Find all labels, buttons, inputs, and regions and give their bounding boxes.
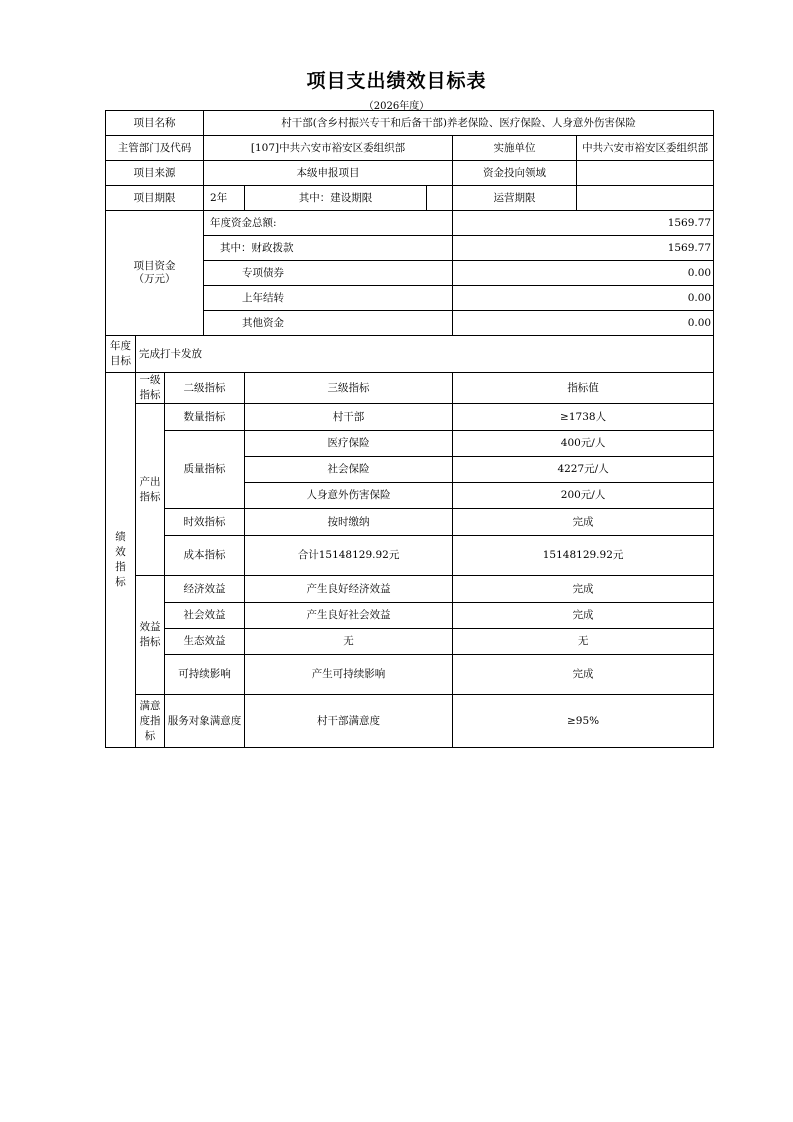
- indicator-value: ≥1738人: [453, 404, 714, 431]
- annual-goal-label: 年度目标: [106, 336, 136, 373]
- quality-label: 质量指标: [165, 431, 245, 509]
- indicator-name: 按时缴纳: [245, 509, 453, 536]
- header-level1: 一级指标: [136, 373, 165, 404]
- funds-row-label: 年度资金总额:: [204, 211, 453, 236]
- funds-row-label: 上年结转: [204, 286, 453, 311]
- funds-label: 项目资金: [133, 260, 176, 272]
- benefit-label: 效益指标: [136, 576, 165, 695]
- invest-label: 资金投向领域: [453, 161, 577, 186]
- dept-label: 主管部门及代码: [106, 136, 204, 161]
- page-title: 项目支出绩效目标表: [306, 70, 487, 92]
- indicator-name: 无: [245, 629, 453, 655]
- funds-row-label: 其中：财政拨款: [204, 236, 453, 261]
- impl-value: 中共六安市裕安区委组织部: [577, 136, 714, 161]
- timeliness-label: 时效指标: [165, 509, 245, 536]
- eco-label: 生态效益: [165, 629, 245, 655]
- indicator-value: 完成: [453, 655, 714, 695]
- indicator-name: 产生良好经济效益: [245, 576, 453, 603]
- source-value: 本级申报项目: [204, 161, 453, 186]
- funds-row-value: 0.00: [453, 261, 714, 286]
- funds-row-label: 其他资金: [204, 311, 453, 336]
- indicator-name: 村干部满意度: [245, 695, 453, 748]
- indicator-value: 200元/人: [453, 483, 714, 509]
- indicator-name: 产生可持续影响: [245, 655, 453, 695]
- funds-row-value: 0.00: [453, 286, 714, 311]
- social-label: 社会效益: [165, 603, 245, 629]
- indicator-value: 完成: [453, 603, 714, 629]
- build-value: [427, 186, 453, 211]
- indicator-value: 400元/人: [453, 431, 714, 457]
- indicator-value: 完成: [453, 509, 714, 536]
- funds-row-value: 0.00: [453, 311, 714, 336]
- funds-unit: （万元）: [133, 273, 176, 285]
- sustain-label: 可持续影响: [165, 655, 245, 695]
- indicator-name: 社会保险: [245, 457, 453, 483]
- indicator-name: 产生良好社会效益: [245, 603, 453, 629]
- indicator-value: ≥95%: [453, 695, 714, 748]
- indicator-name: 村干部: [245, 404, 453, 431]
- cost-label: 成本指标: [165, 536, 245, 576]
- quantity-label: 数量指标: [165, 404, 245, 431]
- dept-value: [107]中共六安市裕安区委组织部: [204, 136, 453, 161]
- indicator-name: 医疗保险: [245, 431, 453, 457]
- funds-row-value: 1569.77: [453, 211, 714, 236]
- fiscal-year: （2026年度）: [363, 101, 430, 112]
- indicator-name: 人身意外伤害保险: [245, 483, 453, 509]
- service-label: 服务对象满意度: [165, 695, 245, 748]
- period-label: 项目期限: [106, 186, 204, 211]
- project-name-label: 项目名称: [106, 111, 204, 136]
- header-value: 指标值: [453, 373, 714, 404]
- header-level2: 二级指标: [165, 373, 245, 404]
- indicator-value: 无: [453, 629, 714, 655]
- funds-label-cell: [106, 211, 204, 336]
- invest-value: [577, 161, 714, 186]
- header-level3: 三级指标: [245, 373, 453, 404]
- output-label: 产出指标: [136, 404, 165, 576]
- indicator-value: 完成: [453, 576, 714, 603]
- ops-value: [577, 186, 714, 211]
- period-value: 2年: [204, 186, 245, 211]
- funds-row-label: 专项债券: [204, 261, 453, 286]
- indicator-value: 4227元/人: [453, 457, 714, 483]
- annual-goal-text: 完成打卡发放: [136, 336, 714, 373]
- project-name: 村干部(含乡村振兴专干和后备干部)养老保险、医疗保险、人身意外伤害保险: [204, 111, 714, 136]
- economic-label: 经济效益: [165, 576, 245, 603]
- ops-label: 运营期限: [453, 186, 577, 211]
- impl-label: 实施单位: [453, 136, 577, 161]
- satisfaction-label: 满意度指标: [136, 695, 165, 748]
- indicators-section-label: 绩效指标: [106, 373, 136, 748]
- build-label: 其中：建设期限: [245, 186, 427, 211]
- funds-row-value: 1569.77: [453, 236, 714, 261]
- source-label: 项目来源: [106, 161, 204, 186]
- indicator-name: 合计15148129.92元: [245, 536, 453, 576]
- performance-table: [105, 110, 714, 748]
- indicator-value: 15148129.92元: [453, 536, 714, 576]
